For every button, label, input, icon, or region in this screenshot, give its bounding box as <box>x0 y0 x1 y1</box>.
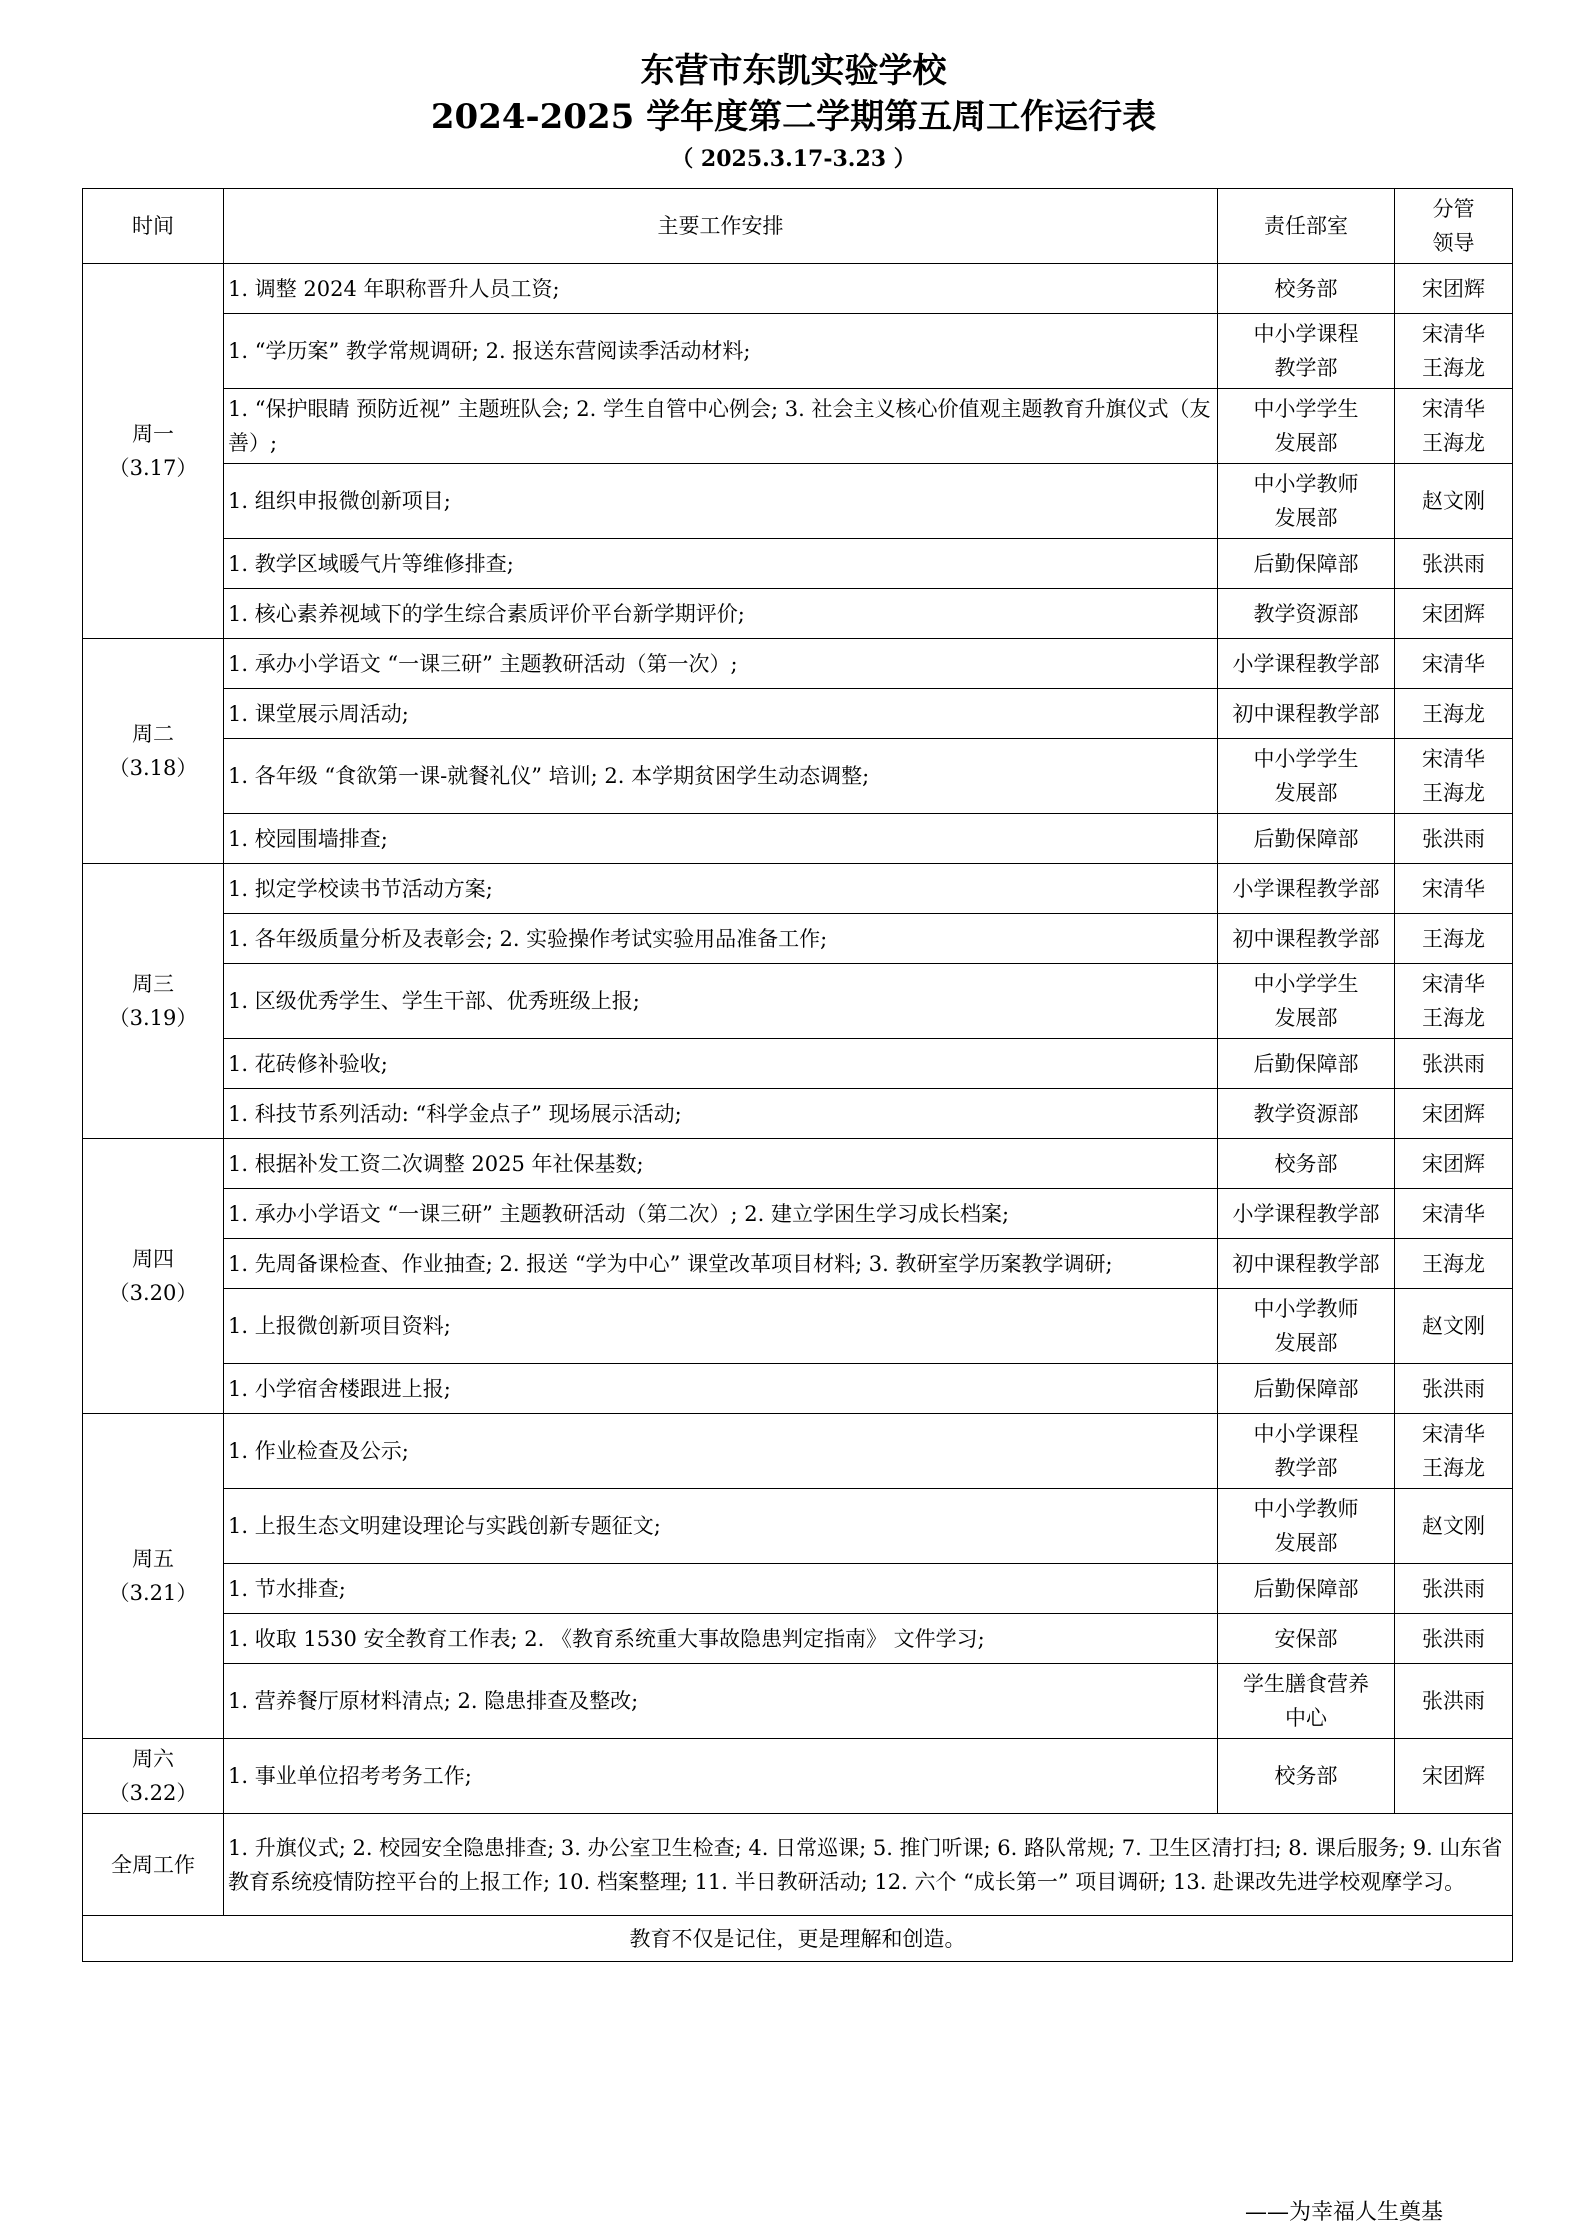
leader-cell <box>1395 314 1513 389</box>
schedule-row <box>83 589 1513 639</box>
task-cell: 1. 花砖修补验收; <box>224 1039 1218 1089</box>
day-name: 周六 <box>132 1747 174 1771</box>
leader-name: 张洪雨 <box>1422 1576 1485 1601</box>
leader-name: 张洪雨 <box>1422 1376 1485 1401</box>
day-name: 周二 <box>132 722 174 746</box>
schedule-row <box>83 264 1513 314</box>
leader-name: 宋清华 <box>1422 747 1485 771</box>
task-cell: 1. 各年级 “食欲第一课-就餐礼仪” 培训; 2. 本学期贫困学生动态调整; <box>224 739 1218 814</box>
dept-line: 教学部 <box>1274 356 1338 380</box>
dept-line: 中小学教师 <box>1253 472 1359 496</box>
dept-cell <box>1218 1239 1395 1289</box>
leader-cell <box>1395 264 1513 314</box>
header-leader <box>1395 189 1513 264</box>
dept-cell <box>1218 864 1395 914</box>
task-cell: 1. 承办小学语文 “一课三研” 主题教研活动（第二次）; 2. 建立学困生学习成长档案; <box>224 1189 1218 1239</box>
dept-cell <box>1218 264 1395 314</box>
dept-line: 初中课程教学部 <box>1232 1251 1380 1276</box>
day-cell <box>83 639 224 864</box>
dept-cell <box>1218 1089 1395 1139</box>
task-cell: 1. 调整 2024 年职称晋升人员工资; <box>224 264 1218 314</box>
leader-cell <box>1395 1289 1513 1364</box>
leader-name: 王海龙 <box>1422 1006 1485 1030</box>
leader-name: 王海龙 <box>1422 1251 1485 1276</box>
dept-line: 中心 <box>1285 1706 1327 1730</box>
dept-line: 中小学教师 <box>1253 1497 1359 1521</box>
leader-cell <box>1395 1414 1513 1489</box>
leader-name: 宋清华 <box>1422 651 1485 676</box>
task-cell: 1. 事业单位招考考务工作; <box>224 1739 1218 1814</box>
leader-cell <box>1395 689 1513 739</box>
dept-cell <box>1218 314 1395 389</box>
dept-line: 中小学教师 <box>1253 1297 1359 1321</box>
dept-line: 发展部 <box>1274 1006 1338 1030</box>
schedule-row <box>83 389 1513 464</box>
dept-cell <box>1218 1739 1395 1814</box>
dept-line: 后勤保障部 <box>1253 1376 1359 1401</box>
leader-cell <box>1395 589 1513 639</box>
dept-cell <box>1218 589 1395 639</box>
leader-name: 王海龙 <box>1422 781 1485 805</box>
task-cell: 1. 营养餐厅原材料清点; 2. 隐患排查及整改; <box>224 1664 1218 1739</box>
dept-line: 发展部 <box>1274 506 1338 530</box>
dept-line: 后勤保障部 <box>1253 826 1359 851</box>
dept-line: 中小学课程 <box>1253 1422 1359 1446</box>
task-cell: 1. 课堂展示周活动; <box>224 689 1218 739</box>
schedule-row <box>83 1414 1513 1489</box>
schedule-row <box>83 864 1513 914</box>
day-cell <box>83 1139 224 1414</box>
dept-cell <box>1218 639 1395 689</box>
day-name: 周三 <box>132 972 174 996</box>
leader-cell <box>1395 1664 1513 1739</box>
schedule-row <box>83 464 1513 539</box>
leader-cell <box>1395 539 1513 589</box>
dept-line: 后勤保障部 <box>1253 1576 1359 1601</box>
leader-name: 王海龙 <box>1422 1456 1485 1480</box>
leader-cell <box>1395 639 1513 689</box>
day-date: （3.21） <box>108 1581 198 1605</box>
footer-slogan: ——为幸福人生奠基 <box>1245 2200 1444 2225</box>
dept-line: 小学课程教学部 <box>1232 651 1380 676</box>
dept-cell <box>1218 1489 1395 1564</box>
day-name: 周四 <box>132 1247 174 1271</box>
task-cell: 1. 承办小学语文 “一课三研” 主题教研活动（第一次）; <box>224 639 1218 689</box>
leader-name: 王海龙 <box>1422 431 1485 455</box>
leader-cell <box>1395 814 1513 864</box>
dept-cell <box>1218 464 1395 539</box>
dept-line: 安保部 <box>1274 1626 1338 1651</box>
schedule-row <box>83 814 1513 864</box>
dept-line: 中小学学生 <box>1253 397 1359 421</box>
dept-cell <box>1218 1039 1395 1089</box>
header-time: 时间 <box>83 189 224 264</box>
leader-name: 赵文刚 <box>1422 489 1485 513</box>
document-header <box>0 48 1587 174</box>
work-schedule-table <box>82 188 1513 1962</box>
leader-cell <box>1395 1564 1513 1614</box>
schedule-row <box>83 314 1513 389</box>
dept-line: 中小学学生 <box>1253 972 1359 996</box>
leader-cell <box>1395 464 1513 539</box>
motto: 教育不仅是记住，更是理解和创造。 <box>83 1916 1513 1962</box>
leader-name: 宋清华 <box>1422 972 1485 996</box>
day-date: （3.18） <box>108 756 198 780</box>
day-date: （3.22） <box>108 1781 198 1805</box>
task-cell: 1. 拟定学校读书节活动方案; <box>224 864 1218 914</box>
leader-cell <box>1395 389 1513 464</box>
day-date: （3.17） <box>108 456 198 480</box>
day-cell <box>83 264 224 639</box>
dept-cell <box>1218 1664 1395 1739</box>
header-row <box>83 189 1513 264</box>
schedule-row <box>83 539 1513 589</box>
schedule-row <box>83 1739 1513 1814</box>
leader-name: 王海龙 <box>1422 926 1485 951</box>
schedule-row <box>83 1664 1513 1739</box>
schedule-row <box>83 689 1513 739</box>
task-cell: 1. 科技节系列活动: “科学金点子” 现场展示活动; <box>224 1089 1218 1139</box>
dept-line: 教学资源部 <box>1253 601 1359 626</box>
leader-name: 张洪雨 <box>1422 1051 1485 1076</box>
schedule-row <box>83 1564 1513 1614</box>
dept-line: 后勤保障部 <box>1253 1051 1359 1076</box>
schedule-row <box>83 1039 1513 1089</box>
day-cell <box>83 1739 224 1814</box>
school-name: 东营市东凯实验学校 <box>640 51 947 91</box>
leader-name: 王海龙 <box>1422 356 1485 380</box>
day-cell <box>83 1414 224 1739</box>
day-cell <box>83 864 224 1139</box>
dept-cell <box>1218 814 1395 864</box>
dept-line: 发展部 <box>1274 1531 1338 1555</box>
dept-line: 校务部 <box>1274 1151 1338 1176</box>
dept-cell <box>1218 689 1395 739</box>
leader-cell <box>1395 964 1513 1039</box>
leader-name: 宋清华 <box>1422 876 1485 901</box>
day-date: （3.19） <box>108 1006 198 1030</box>
week-work-text: 1. 升旗仪式; 2. 校园安全隐患排查; 3. 办公室卫生检查; 4. 日常巡课; 5. 推门听课; 6. 路队常规; 7. 卫生区清打扫; 8. 课后服务; 9. 山东省教育系统疫情防控平台的上报工作; 10. 档案整理; 11. 半日教研活动; 12. 六个 “成长第一” 项目调研; 13. 赴课改先进学校观摩学习。 <box>224 1814 1513 1916</box>
dept-cell <box>1218 1614 1395 1664</box>
leader-cell <box>1395 1489 1513 1564</box>
schedule-row <box>83 1364 1513 1414</box>
leader-name: 宋团辉 <box>1422 276 1485 301</box>
dept-cell <box>1218 1564 1395 1614</box>
leader-name: 张洪雨 <box>1422 1626 1485 1651</box>
dept-cell <box>1218 1139 1395 1189</box>
schedule-row <box>83 1139 1513 1189</box>
leader-cell <box>1395 864 1513 914</box>
task-cell: 1. “学历案” 教学常规调研; 2. 报送东营阅读季活动材料; <box>224 314 1218 389</box>
dept-line: 小学课程教学部 <box>1232 1201 1380 1226</box>
task-cell: 1. 小学宿舍楼跟进上报; <box>224 1364 1218 1414</box>
schedule-row <box>83 964 1513 1039</box>
week-work-label: 全周工作 <box>83 1814 224 1916</box>
day-date: （3.20） <box>108 1281 198 1305</box>
leader-name: 张洪雨 <box>1422 1689 1485 1713</box>
date-range: （ 2025.3.17-3.23 ） <box>671 146 916 172</box>
task-cell: 1. 根据补发工资二次调整 2025 年社保基数; <box>224 1139 1218 1189</box>
schedule-row <box>83 1614 1513 1664</box>
task-cell: 1. 收取 1530 安全教育工作表; 2. 《教育系统重大事故隐患判定指南》 文件学习; <box>224 1614 1218 1664</box>
schedule-row <box>83 1089 1513 1139</box>
leader-cell <box>1395 1739 1513 1814</box>
leader-name: 宋清华 <box>1422 322 1485 346</box>
dept-line: 小学课程教学部 <box>1232 876 1380 901</box>
dept-line: 发展部 <box>1274 781 1338 805</box>
leader-cell <box>1395 1139 1513 1189</box>
header-leader-line1: 分管 <box>1432 197 1475 221</box>
leader-name: 宋清华 <box>1422 1422 1485 1446</box>
leader-cell <box>1395 914 1513 964</box>
leader-cell <box>1395 1089 1513 1139</box>
dept-line: 校务部 <box>1274 276 1338 301</box>
dept-cell <box>1218 914 1395 964</box>
dept-line: 初中课程教学部 <box>1232 701 1380 726</box>
leader-name: 宋清华 <box>1422 397 1485 421</box>
leader-name: 赵文刚 <box>1422 1314 1485 1338</box>
dept-line: 校务部 <box>1274 1764 1338 1788</box>
leader-cell <box>1395 1189 1513 1239</box>
dept-cell <box>1218 964 1395 1039</box>
dept-cell <box>1218 1189 1395 1239</box>
task-cell: 1. 教学区域暖气片等维修排查; <box>224 539 1218 589</box>
dept-line: 学生膳食营养 <box>1243 1672 1369 1696</box>
task-cell: 1. 区级优秀学生、学生干部、优秀班级上报; <box>224 964 1218 1039</box>
leader-cell <box>1395 1039 1513 1089</box>
leader-name: 宋团辉 <box>1422 1151 1485 1176</box>
task-cell: 1. “保护眼睛 预防近视” 主题班队会; 2. 学生自管中心例会; 3. 社会主义核心价值观主题教育升旗仪式（友善）; <box>224 389 1218 464</box>
dept-line: 发展部 <box>1274 1331 1338 1355</box>
schedule-row <box>83 739 1513 814</box>
schedule-row <box>83 914 1513 964</box>
leader-name: 宋团辉 <box>1422 601 1485 626</box>
leader-cell <box>1395 1239 1513 1289</box>
task-cell: 1. 节水排查; <box>224 1564 1218 1614</box>
dept-cell <box>1218 539 1395 589</box>
leader-name: 赵文刚 <box>1422 1514 1485 1538</box>
motto-row <box>83 1916 1513 1962</box>
schedule-row <box>83 1289 1513 1364</box>
leader-name: 宋团辉 <box>1422 1101 1485 1126</box>
task-cell: 1. 各年级质量分析及表彰会; 2. 实验操作考试实验用品准备工作; <box>224 914 1218 964</box>
dept-cell <box>1218 739 1395 814</box>
leader-name: 张洪雨 <box>1422 826 1485 851</box>
dept-cell <box>1218 1414 1395 1489</box>
schedule-row <box>83 1239 1513 1289</box>
dept-line: 中小学课程 <box>1253 322 1359 346</box>
task-cell: 1. 作业检查及公示; <box>224 1414 1218 1489</box>
header-leader-line2: 领导 <box>1432 231 1475 255</box>
task-cell: 1. 组织申报微创新项目; <box>224 464 1218 539</box>
document-title: 2024-2025 学年度第二学期第五周工作运行表 <box>430 97 1157 137</box>
week-work-row <box>83 1814 1513 1916</box>
header-dept: 责任部室 <box>1218 189 1395 264</box>
dept-cell <box>1218 1289 1395 1364</box>
day-name: 周五 <box>132 1547 174 1571</box>
leader-name: 张洪雨 <box>1422 551 1485 576</box>
schedule-row <box>83 1489 1513 1564</box>
dept-line: 初中课程教学部 <box>1232 926 1380 951</box>
task-cell: 1. 上报生态文明建设理论与实践创新专题征文; <box>224 1489 1218 1564</box>
schedule-row <box>83 639 1513 689</box>
task-cell: 1. 核心素养视域下的学生综合素质评价平台新学期评价; <box>224 589 1218 639</box>
leader-name: 宋团辉 <box>1422 1764 1485 1788</box>
dept-line: 后勤保障部 <box>1253 551 1359 576</box>
leader-name: 宋清华 <box>1422 1201 1485 1226</box>
header-tasks: 主要工作安排 <box>224 189 1218 264</box>
leader-cell <box>1395 1614 1513 1664</box>
day-name: 周一 <box>132 422 174 446</box>
schedule-row <box>83 1189 1513 1239</box>
leader-cell <box>1395 739 1513 814</box>
dept-line: 教学部 <box>1274 1456 1338 1480</box>
dept-line: 中小学学生 <box>1253 747 1359 771</box>
dept-cell <box>1218 1364 1395 1414</box>
task-cell: 1. 先周备课检查、作业抽查; 2. 报送 “学为中心” 课堂改革项目材料; 3. 教研室学历案教学调研; <box>224 1239 1218 1289</box>
dept-line: 教学资源部 <box>1253 1101 1359 1126</box>
dept-line: 发展部 <box>1274 431 1338 455</box>
task-cell: 1. 上报微创新项目资料; <box>224 1289 1218 1364</box>
leader-name: 王海龙 <box>1422 701 1485 726</box>
task-cell: 1. 校园围墙排查; <box>224 814 1218 864</box>
dept-cell <box>1218 389 1395 464</box>
leader-cell <box>1395 1364 1513 1414</box>
